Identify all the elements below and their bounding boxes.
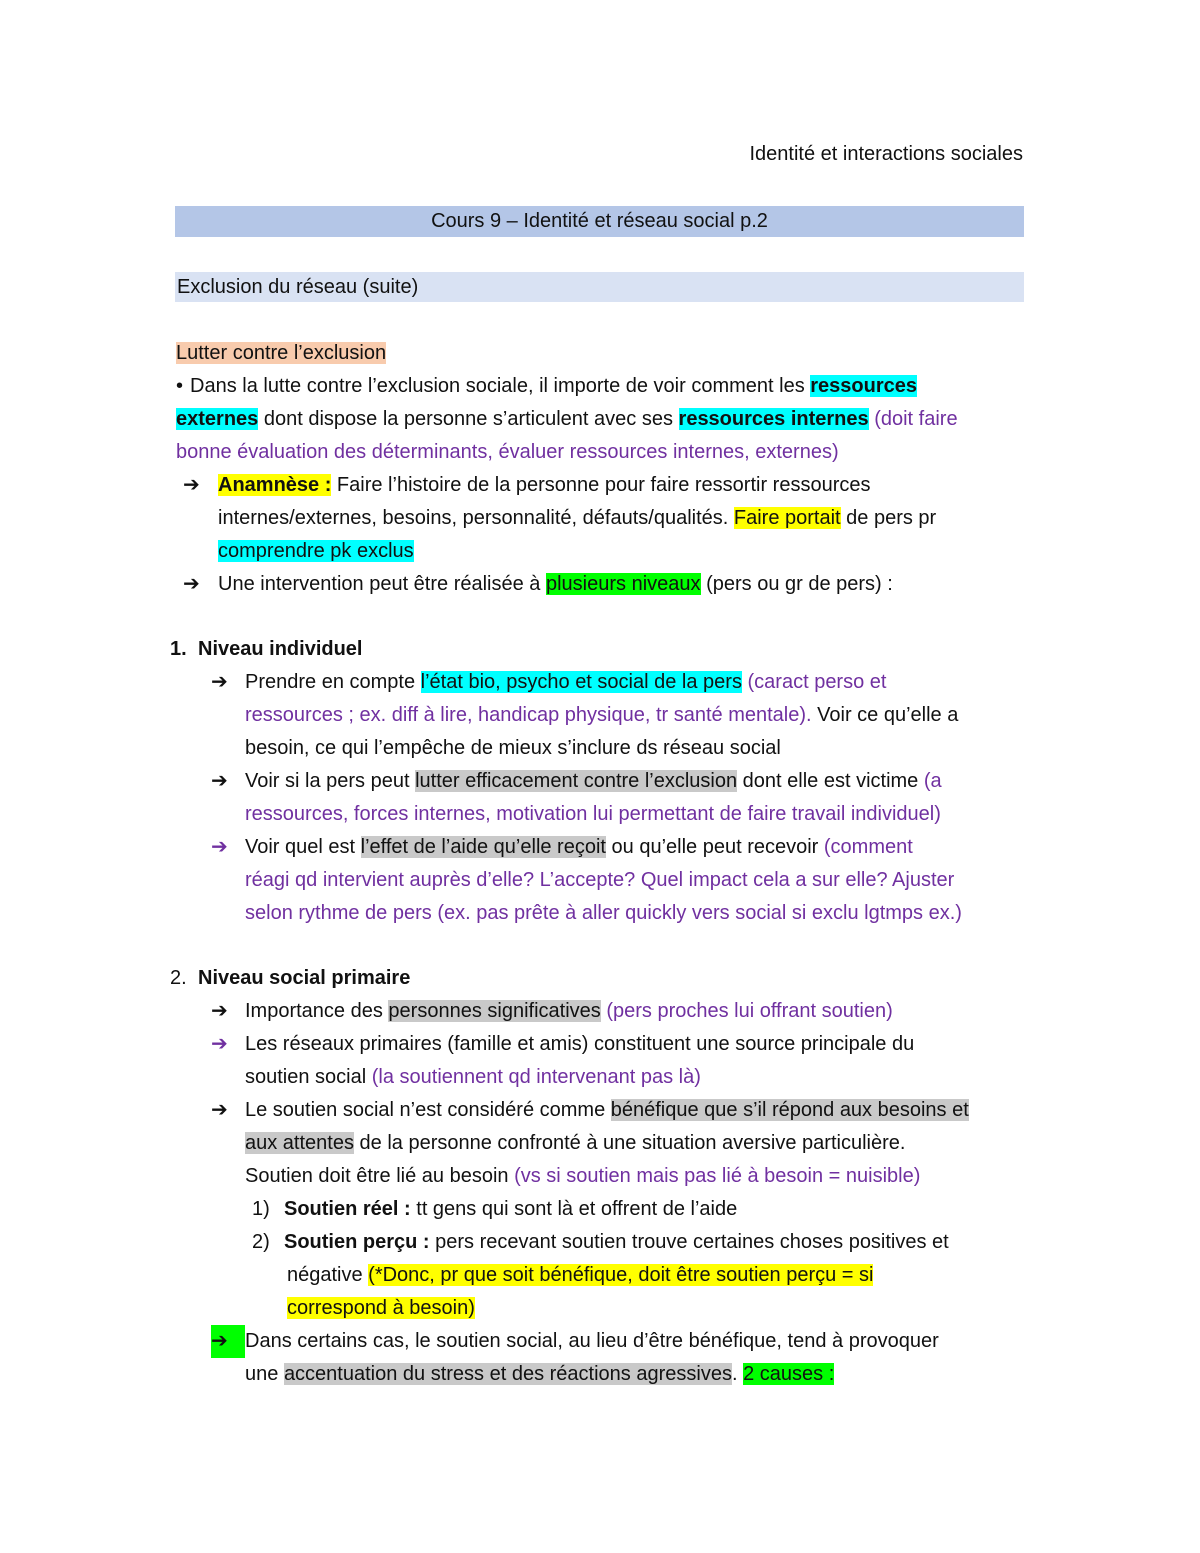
level-heading: 2. Niveau social primaire [170, 967, 411, 989]
arrow-item: ➔ Les réseaux primaires (famille et amis) constituent une source principale du [176, 1028, 1026, 1061]
paragraph-line: externes dont dispose la personne s’articulent avec ses ressources internes (doit faire [176, 408, 958, 430]
arrow-item: ➔ Voir quel est l’effet de l’aide qu’elle reçoit ou qu’elle peut recevoir (comment [176, 831, 1026, 864]
subsection-heading [176, 337, 1026, 370]
paragraph-line: bonne évaluation des déterminants, évaluer ressources internes, externes) [176, 441, 839, 463]
paragraph-line: Soutien doit être lié au besoin (vs si soutien mais pas lié à besoin = nuisible) [245, 1165, 921, 1187]
paragraph-line: selon rythme de pers (ex. pas prête à aller quickly vers social si exclu lgtmps ex.) [245, 902, 962, 924]
arrow-icon: ➔ [211, 671, 228, 693]
arrow-item: ➔ Une intervention peut être réalisée à plusieurs niveaux (pers ou gr de pers) : [176, 568, 1026, 601]
arrow-icon: ➔ [211, 1033, 228, 1055]
paragraph-line: négative (*Donc, pr que soit bénéfique, doit être soutien perçu = si [287, 1264, 874, 1286]
page-header: Identité et interactions sociales [749, 143, 1023, 165]
highlight-ressources-internes: ressources internes [678, 408, 869, 430]
highlight-lutter: lutter efficacement contre l’exclusion [415, 770, 738, 792]
highlight-personnes-significatives: personnes significatives [388, 1000, 601, 1022]
arrow-item: ➔ Anamnèse : Faire l’histoire de la personne pour faire ressortir ressources [176, 469, 1026, 502]
arrow-icon: ➔ [211, 1000, 228, 1022]
subsection-title: Lutter contre l’exclusion [176, 342, 387, 364]
highlight-accentuation: accentuation du stress et des réactions agressives [283, 1363, 732, 1385]
highlight-correspond: correspond à besoin) [287, 1297, 475, 1319]
highlight-benefique: bénéfique que s’il répond aux besoins et [610, 1099, 969, 1121]
highlight-ressources: ressources [810, 375, 918, 397]
paragraph-line: soutien social (la soutiennent qd intervenant pas là) [245, 1066, 701, 1088]
highlight-plusieurs-niveaux: plusieurs niveaux [545, 573, 701, 595]
paragraph-line [176, 1292, 1026, 1325]
arrow-icon: ➔ [211, 836, 228, 858]
document-body [170, 337, 1026, 1391]
highlight-etat-bio: l’état bio, psycho et social de la pers [420, 671, 742, 693]
paragraph-line: internes/externes, besoins, personnalité, défauts/qualités. Faire portait de pers pr [218, 507, 937, 529]
arrow-icon: ➔ [183, 573, 200, 595]
arrow-item: ➔ Voir si la pers peut lutter efficacement contre l’exclusion dont elle est victime (a [176, 765, 1026, 798]
paragraph-line: réagi qd intervient auprès d’elle? L’accepte? Quel impact cela a sur elle? Ajuster [245, 869, 955, 891]
paragraph-line: • Dans la lutte contre l’exclusion sociale, il importe de voir comment les ressources [176, 370, 1026, 403]
bullet-icon: • [176, 375, 184, 397]
section-heading: Exclusion du réseau (suite) [175, 272, 1024, 302]
numbered-item: 2) Soutien perçu : pers recevant soutien trouve certaines choses positives et [252, 1231, 949, 1253]
page-title: Cours 9 – Identité et réseau social p.2 [175, 206, 1024, 237]
paragraph-line: une accentuation du stress et des réactions agressives. 2 causes : [245, 1363, 835, 1385]
arrow-icon: ➔ [211, 1325, 245, 1358]
arrow-item: ➔ Le soutien social n’est considéré comme bénéfique que s’il répond aux besoins et [176, 1094, 1026, 1127]
arrow-icon: ➔ [211, 1099, 228, 1121]
paragraph-line: besoin, ce qui l’empêche de mieux s’inclure ds réseau social [245, 737, 781, 759]
arrow-item: ➔ Dans certains cas, le soutien social, au lieu d’être bénéfique, tend à provoquer [176, 1325, 1026, 1358]
highlight-externes: externes [176, 408, 259, 430]
paragraph-line: ressources ; ex. diff à lire, handicap physique, tr santé mentale). Voir ce qu’elle a [245, 704, 959, 726]
arrow-item: ➔ Importance des personnes significatives (pers proches lui offrant soutien) [176, 995, 1026, 1028]
highlight-attentes: aux attentes [245, 1132, 354, 1154]
highlight-donc: (*Donc, pr que soit bénéfique, doit être soutien perçu = si [368, 1264, 874, 1286]
level-heading: 1. Niveau individuel [170, 638, 363, 660]
highlight-effet-aide: l’effet de l’aide qu’elle reçoit [360, 836, 606, 858]
arrow-icon: ➔ [211, 770, 228, 792]
numbered-item: 1) Soutien réel : tt gens qui sont là et offrent de l’aide [252, 1198, 738, 1220]
highlight-faire-portait: Faire portait [733, 507, 841, 529]
highlight-anamnese: Anamnèse : [218, 474, 332, 496]
paragraph-line: ressources, forces internes, motivation lui permettant de faire travail individuel) [245, 803, 941, 825]
arrow-icon: ➔ [183, 474, 200, 496]
highlight-comprendre: comprendre pk exclus [218, 540, 414, 562]
paragraph-line: aux attentes de la personne confronté à une situation aversive particulière. [245, 1132, 906, 1154]
highlight-2-causes: 2 causes : [743, 1363, 835, 1385]
paragraph-line [176, 535, 1026, 568]
arrow-item: ➔ Prendre en compte l’état bio, psycho et social de la pers (caract perso et [176, 666, 1026, 699]
